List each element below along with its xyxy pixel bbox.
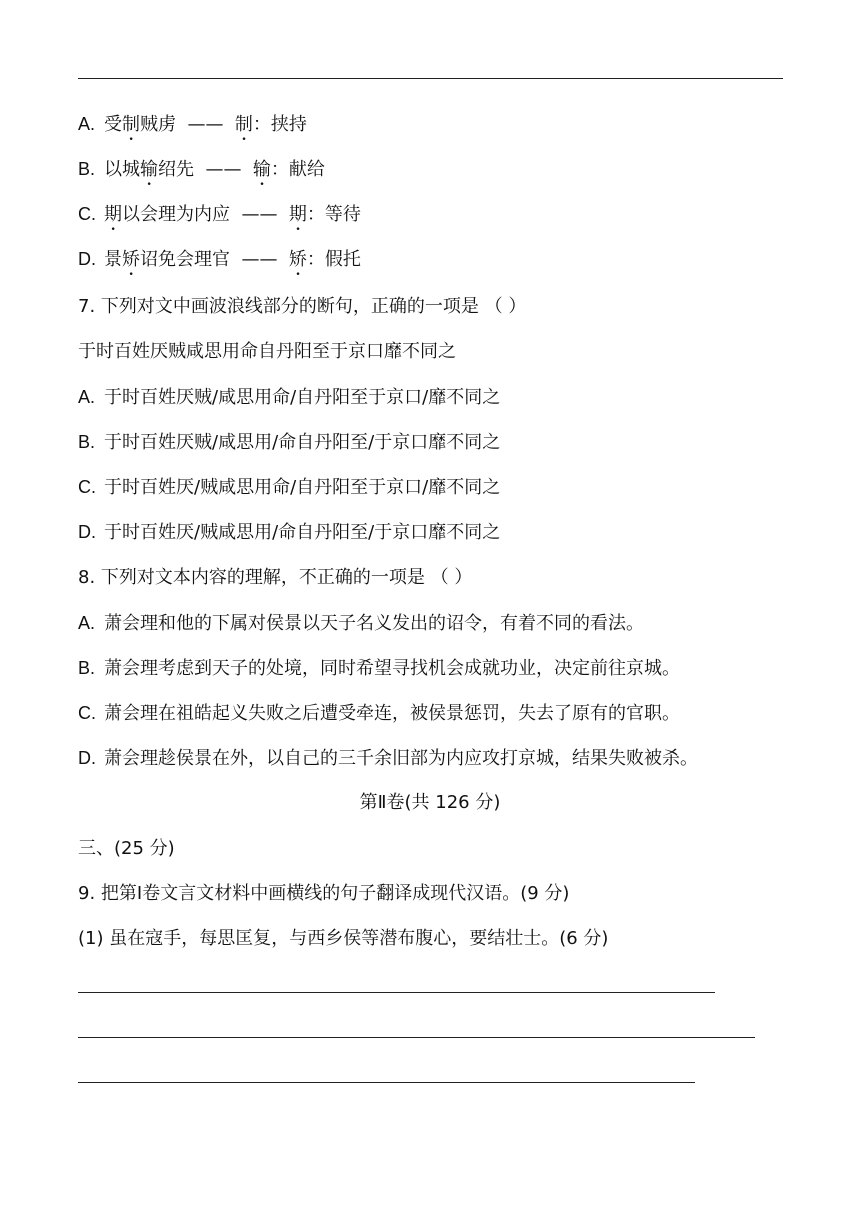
q8-stem: 8. 下列对文本内容的理解，不正确的一项是 （ ） [78, 567, 473, 588]
option-text: 于时百姓厌/贼咸思用/命自丹阳至/于京口靡不同之 [104, 522, 501, 543]
q8-option-d [78, 746, 698, 771]
option-label: C. [78, 703, 96, 723]
option-label: D. [78, 522, 96, 542]
emphasized-char: 矫 [288, 249, 307, 270]
option-label: C. [78, 204, 96, 224]
header-rule [78, 78, 783, 79]
q6-option-a: A. 受制贼虏 —— 制：挟持 [78, 114, 307, 135]
q9-sub1: (1) 虽在寇手，每思匡复，与西乡侯等潜布腹心，要结壮士。(6 分) [78, 928, 609, 949]
option-label: A. [78, 114, 96, 134]
option-text: 萧会理和他的下属对侯景以天子名义发出的诏令，有着不同的看法。 [104, 613, 644, 634]
q7-option-a [78, 385, 500, 410]
option-text: 于时百姓厌贼/咸思用/命自丹阳至/于京口靡不同之 [104, 432, 501, 453]
answer-line[interactable] [78, 992, 715, 993]
emphasized-char: 期 [288, 204, 307, 225]
dash: —— [241, 249, 278, 270]
emphasized-char: 输 [252, 159, 271, 180]
emphasized-char: 制 [122, 114, 140, 135]
option-text: 于时百姓厌贼/咸思用命/自丹阳至于京口/靡不同之 [104, 387, 501, 408]
q6-option-d: D. 景矫诏免会理官 —— 矫：假托 [78, 249, 361, 270]
dash: —— [205, 159, 242, 180]
option-label: B. [78, 658, 96, 678]
volume-title: 第Ⅱ卷(共 126 分) [359, 792, 501, 813]
q7-option-c [78, 475, 500, 500]
dash: —— [187, 114, 224, 135]
q8-option-b [78, 656, 680, 681]
option-label: D. [78, 249, 96, 269]
emphasized-char: 期 [104, 204, 122, 225]
q7-option-b [78, 430, 500, 455]
option-text: 萧会理在祖皓起义失败之后遭受牵连，被侯景惩罚，失去了原有的官职。 [104, 703, 680, 724]
answer-line[interactable] [78, 1082, 695, 1083]
option-label: A. [78, 387, 96, 407]
option-label: B. [78, 432, 96, 452]
option-label: B. [78, 159, 96, 179]
answer-line[interactable] [78, 1037, 755, 1038]
dash: —— [241, 204, 278, 225]
option-text: 于时百姓厌/贼咸思用命/自丹阳至于京口/靡不同之 [104, 477, 501, 498]
option-label: D. [78, 748, 96, 768]
q6-option-b: B. 以城输绍先 —— 输：献给 [78, 159, 325, 180]
option-text: 萧会理考虑到天子的处境，同时希望寻找机会成就功业，决定前往京城。 [104, 658, 680, 679]
q9-stem: 9. 把第Ⅰ卷文言文材料中画横线的句子翻译成现代汉语。(9 分) [78, 883, 570, 904]
option-text: 萧会理趁侯景在外，以自己的三千余旧部为内应攻打京城，结果失败被杀。 [104, 748, 698, 769]
q7-option-d [78, 520, 500, 545]
option-label: A. [78, 613, 96, 633]
q6-option-c: C. 期以会理为内应 —— 期：等待 [78, 204, 361, 225]
q7-passage: 于时百姓厌贼咸思用命自丹阳至于京口靡不同之 [78, 341, 456, 362]
emphasized-char: 制 [234, 114, 253, 135]
part-title: 三、(25 分) [78, 838, 175, 859]
q8-option-c [78, 701, 680, 726]
emphasized-char: 输 [140, 159, 158, 180]
option-label: C. [78, 477, 96, 497]
q7-stem: 7. 下列对文中画波浪线部分的断句，正确的一项是 （ ） [78, 296, 527, 317]
q8-option-a [78, 611, 644, 636]
emphasized-char: 矫 [122, 249, 140, 270]
